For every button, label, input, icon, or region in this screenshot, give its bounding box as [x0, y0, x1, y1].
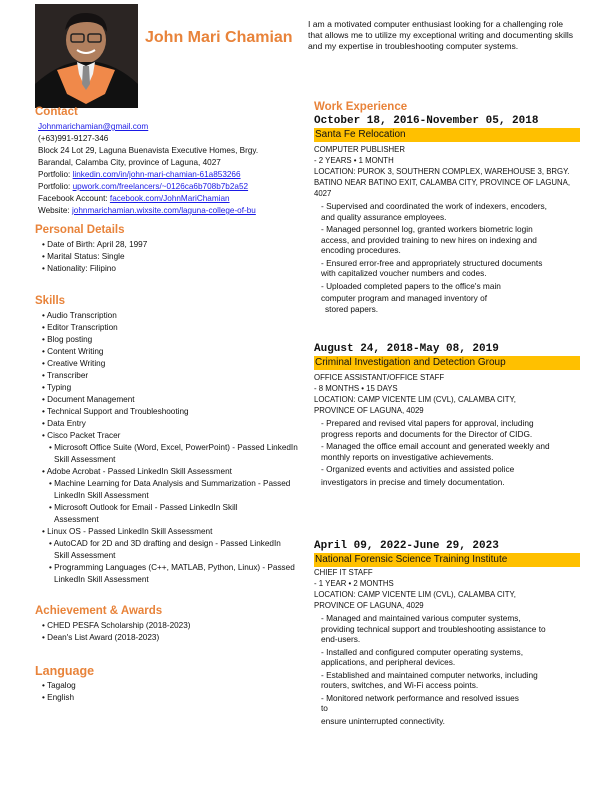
contact-section — [35, 106, 300, 217]
profile-photo — [35, 4, 138, 108]
skill-item: • Typing — [42, 383, 72, 392]
job-entry — [314, 115, 584, 314]
skill-item: • Editor Transcription — [42, 323, 118, 332]
address-line-2: Barandal, Calamba City, province of Laguna, 4027 — [38, 158, 221, 167]
candidate-name: John Mari Chamian — [145, 29, 293, 46]
achievements-heading: Achievement & Awards — [35, 605, 163, 617]
facebook-label: Facebook Account: — [38, 194, 110, 203]
skill-item: • Adobe Acrobat - Passed LinkedIn Skill Assessment — [42, 467, 232, 476]
job-duty: - Supervised and coordinated the work of indexers, encoders, and quality assurance employees. — [321, 201, 547, 222]
email-link[interactable]: Johnmarichamian@gmail.com — [38, 122, 149, 131]
professional-summary: I am a motivated computer enthusiast looking for a challenging role that allows me to utilize my exceptional writing and documenting skills and my expertise in troubleshooting computer systems. — [308, 19, 574, 51]
job-duty: - Managed and maintained various computer systems, providing technical support and troubleshooting assistance to end-users. — [321, 613, 546, 644]
job-location: LOCATION: PUROK 3, SOUTHERN COMPLEX, WAREHOUSE 3, BRGY. BATINO NEAR BATINO EXIT, CALAMBA CITY, PROVINCE OF LAGUNA, 4027 — [314, 167, 571, 198]
job-title: CHIEF IT STAFF — [314, 568, 373, 577]
personal-detail-item: • Date of Birth: April 28, 1997 — [42, 240, 148, 249]
job-entry — [314, 540, 584, 726]
achievement-item: • Dean's List Award (2018-2023) — [42, 633, 160, 642]
skill-item: • Microsoft Office Suite (Word, Excel, PowerPoint) - Passed LinkedIn Skill Assessment — [49, 443, 298, 464]
job-duty-continuation: stored papers. — [325, 303, 379, 314]
personal-details-section — [35, 224, 300, 275]
personal-detail-item: • Nationality: Filipino — [42, 264, 116, 273]
job-title: OFFICE ASSISTANT/OFFICE STAFF — [314, 373, 445, 382]
language-section — [35, 664, 300, 704]
work-experience-heading: Work Experience — [314, 101, 408, 113]
job-location: LOCATION: CAMP VICENTE LIM (CVL), CALAMBA CITY, PROVINCE OF LAGUNA, 4029 — [314, 590, 516, 610]
skill-item: • Audio Transcription — [42, 311, 117, 320]
achievements-section — [35, 605, 300, 644]
graduate-portrait-icon — [35, 4, 138, 108]
job-duty: - Uploaded completed papers to the office's main — [321, 280, 501, 291]
personal-detail-item: • Marital Status: Single — [42, 252, 125, 261]
job-dates: August 24, 2018-May 08, 2019 — [314, 343, 499, 355]
contact-heading: Contact — [35, 106, 78, 118]
job-title: COMPUTER PUBLISHER — [314, 145, 405, 154]
job-duty: - Ensured error-free and appropriately structured documents with capitalized voucher numbers and codes. — [321, 257, 543, 278]
upwork-link[interactable]: upwork.com/freelancers/~0126ca6b708b7b2a52 — [72, 182, 249, 191]
skill-item: • AutoCAD for 2D and 3D drafting and design - Passed LinkedIn Skill Assessment — [49, 539, 281, 560]
job-duty: - Established and maintained computer networks, including routers, switches, and Wi-Fi access points. — [321, 669, 538, 690]
job-duty: - Organized events and activities and assisted police — [321, 464, 515, 474]
skill-item: • Document Management — [42, 395, 135, 404]
job-duration: - 1 YEAR • 2 MONTHS — [314, 579, 394, 588]
achievement-item: • CHED PESFA Scholarship (2018-2023) — [42, 621, 191, 630]
skill-item: • Microsoft Outlook for Email - Passed LinkedIn Skill Assessment — [49, 503, 238, 524]
skill-item: • Machine Learning for Data Analysis and Summarization - Passed LinkedIn Skill Assessment — [49, 479, 291, 500]
work-experience-section — [314, 101, 584, 726]
job-company: National Forensic Science Training Institute — [314, 553, 580, 567]
job-duty-continuation: ensure uninterrupted connectivity. — [321, 715, 445, 726]
address-line-1: Block 24 Lot 29, Laguna Buenavista Executive Homes, Brgy. — [38, 146, 259, 155]
skill-item: • Technical Support and Troubleshooting — [42, 407, 189, 416]
skills-heading: Skills — [35, 295, 66, 307]
job-dates: October 18, 2016-November 05, 2018 — [314, 115, 539, 127]
job-duty-continuation: investigators in precise and timely documentation. — [321, 476, 505, 487]
job-duration: - 2 YEARS • 1 MONTH — [314, 156, 394, 165]
job-duty: - Managed personnel log, granted workers biometric login access, and provided training to new hires on indexing and encoding procedures. — [321, 224, 537, 255]
language-item: • English — [42, 693, 75, 702]
skills-section — [35, 295, 300, 586]
job-duty-continuation: computer program and managed inventory of — [321, 293, 488, 303]
skill-item: • Programming Languages (C++, MATLAB, Python, Linux) - Passed LinkedIn Skill Assessment — [49, 563, 295, 584]
skill-item: • Content Writing — [42, 347, 104, 356]
linkedin-link[interactable]: linkedin.com/in/john-mari-chamian-61a853266 — [72, 170, 241, 179]
language-item: • Tagalog — [42, 681, 76, 690]
job-duty: - Managed the office email account and generated weekly and monthly reports on investigative achievements. — [321, 441, 550, 462]
skill-item: • Cisco Packet Tracer — [42, 431, 121, 440]
personal-details-heading: Personal Details — [35, 224, 125, 236]
phone-number: (+63)991-9127-346 — [38, 134, 109, 143]
job-entry — [314, 343, 584, 487]
portfolio-label: Portfolio: — [38, 170, 73, 179]
job-company: Santa Fe Relocation — [314, 128, 580, 142]
job-company: Criminal Investigation and Detection Group — [314, 356, 580, 370]
website-label: Website: — [38, 206, 72, 215]
language-heading: Language — [35, 664, 95, 678]
portfolio-label: Portfolio: — [38, 182, 73, 191]
skill-item: • Creative Writing — [42, 359, 106, 368]
facebook-link[interactable]: facebook.com/JohnMariChamian — [109, 194, 230, 203]
job-duty: - Prepared and revised vital papers for approval, including progress reports and documents for the Director of CIDG. — [321, 418, 534, 439]
job-duty: - Monitored network performance and resolved issues to — [321, 692, 519, 713]
job-duty: - Installed and configured computer operating systems, applications, and peripheral devices. — [321, 646, 523, 667]
job-dates: April 09, 2022-June 29, 2023 — [314, 540, 499, 552]
job-duration: - 8 MONTHS • 15 DAYS — [314, 384, 398, 393]
skill-item: • Blog posting — [42, 335, 93, 344]
job-location: LOCATION: CAMP VICENTE LIM (CVL), CALAMBA CITY, PROVINCE OF LAGUNA, 4029 — [314, 395, 516, 415]
website-link[interactable]: johnmarichamian.wixsite.com/laguna-college-of-bu — [71, 206, 256, 215]
skill-item: • Linux OS - Passed LinkedIn Skill Assessment — [42, 527, 213, 536]
skill-item: • Data Entry — [42, 419, 86, 428]
skill-item: • Transcriber — [42, 371, 89, 380]
